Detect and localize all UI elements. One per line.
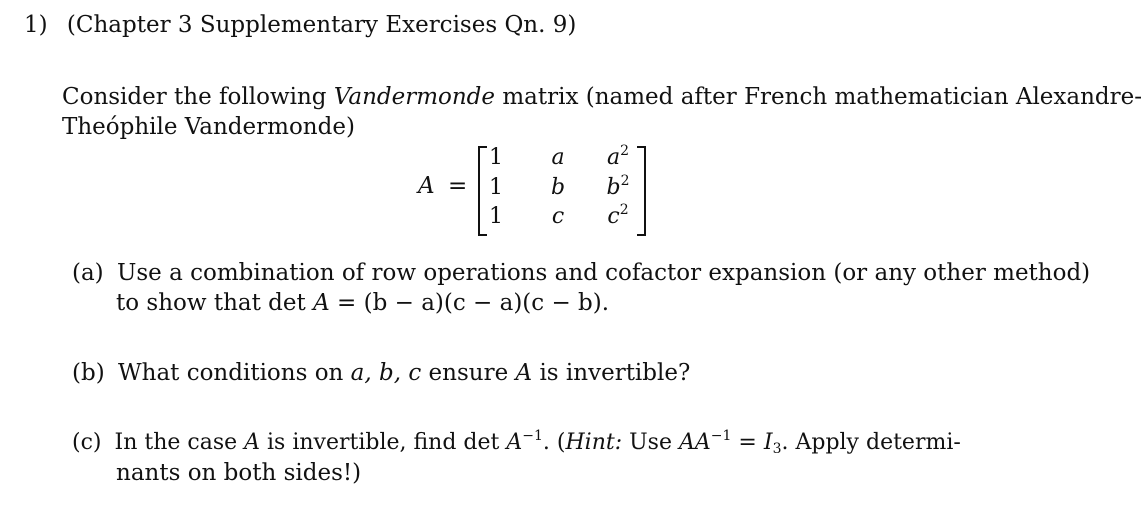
part-b-label: (b) [72, 360, 105, 386]
matrix-cell: 1 [489, 175, 503, 200]
exercise-title: (Chapter 3 Supplementary Exercises Qn. 9) [66, 12, 577, 38]
matrix-cell: $b^2$ [606, 173, 630, 200]
matrix-cell: $a^2$ [606, 143, 630, 170]
matrix-cell: a [551, 145, 565, 170]
matrix-right-bracket [637, 146, 646, 236]
exercise-number: 1) [24, 12, 48, 38]
part-c-line-2: nants on both sides!) [116, 460, 362, 486]
intro-term: Vandermonde [333, 84, 496, 110]
matrix [478, 144, 646, 234]
intro-line-2: Theóphile Vandermonde) [62, 114, 355, 140]
matrix-left-bracket [478, 146, 487, 236]
intro-after: matrix (named after French mathematician Alexandre- [502, 84, 1142, 110]
matrix-lhs: A = [418, 173, 468, 199]
exercise-header [24, 10, 576, 40]
matrix-cell: 1 [489, 204, 503, 229]
matrix-cell: 1 [489, 145, 503, 170]
matrix-cell: c [551, 204, 565, 229]
part-b: (b) What conditions on a, b, c ensure A is invertible? [72, 360, 691, 386]
matrix-cell: b [550, 175, 566, 200]
part-c-line-1: (c) In the case A is invertible, find $\det A^{-1}$. (Hint: Use $AA^{-1} = I_3$. Apply determi- [72, 428, 961, 457]
matrix-cell: $c^2$ [607, 202, 629, 229]
part-a-line-2: to show that det A = (b − a)(c − a)(c − b). [116, 290, 610, 316]
part-a-label: (a) [72, 260, 104, 286]
intro-before: Consider the following [62, 84, 327, 110]
part-c-label: (c) [72, 430, 102, 455]
part-a-line-1: (a) Use a combination of row operations and cofactor expansion (or any other method) [72, 260, 1091, 286]
intro-line-1 [62, 82, 1142, 112]
